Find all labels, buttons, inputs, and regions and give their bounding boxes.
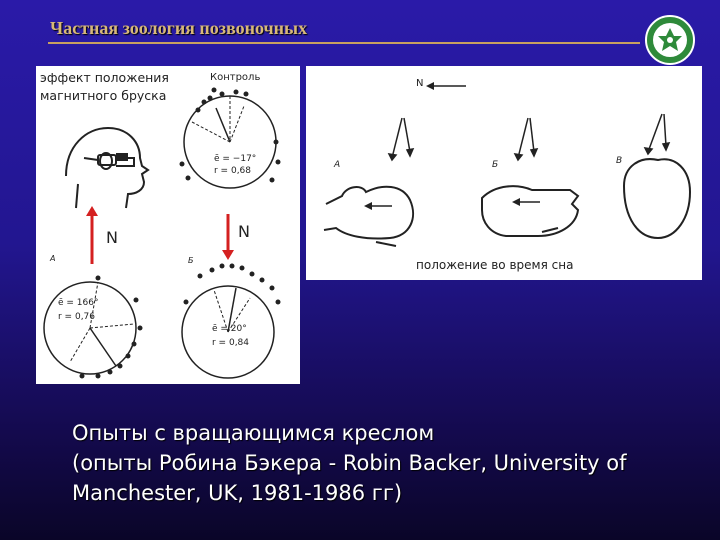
arrow-in-head-a	[364, 202, 392, 210]
caption-line-1: Опыты с вращающимся креслом	[72, 421, 435, 445]
label-v-sleep: В	[616, 156, 623, 166]
a-r: r = 0,76	[58, 312, 96, 322]
magnet-position-figure	[36, 66, 300, 384]
arrow-pair-v	[645, 114, 669, 154]
heading-line-1: эффект положения	[40, 70, 169, 85]
red-arrow-up	[86, 206, 98, 264]
n-label-left: N	[106, 228, 118, 247]
caption-line-3: Manchester, UK, 1981-1986 гг)	[72, 481, 403, 505]
arrow-in-head-b	[512, 198, 540, 206]
b-angle: ē = 20°	[212, 324, 247, 334]
head-lying-b	[482, 186, 578, 236]
a-angle: ē = 166°	[58, 298, 99, 308]
arrow-pair-a	[389, 118, 413, 160]
label-a: А	[50, 254, 56, 263]
caption-line-2: (опыты Робина Бэкера - Robin Backer, University of	[72, 451, 627, 475]
head-profile-drawing	[66, 128, 148, 208]
control-angle: ē = −17°	[214, 154, 257, 164]
head-top-v	[624, 159, 690, 238]
label-b: Б	[188, 256, 194, 265]
arrow-pair-b	[515, 118, 537, 160]
magnet-bar	[116, 153, 128, 161]
title-rule	[48, 42, 640, 44]
north-label: N	[416, 78, 424, 89]
sleep-caption: положение во время сна	[416, 258, 574, 272]
slide-caption	[72, 418, 627, 508]
head-lying-a	[324, 187, 413, 246]
red-arrow-down	[222, 214, 234, 260]
slide-title: Частная зоология позвоночных	[50, 18, 308, 38]
b-r: r = 0,84	[212, 338, 250, 348]
control-r: r = 0,68	[214, 166, 252, 176]
north-arrow	[426, 82, 466, 90]
n-label-right: N	[238, 222, 250, 241]
heading-line-2: магнитного бруска	[40, 88, 167, 103]
circle-b-plot	[182, 264, 281, 379]
institution-logo	[640, 14, 700, 66]
label-b-sleep: Б	[492, 160, 499, 170]
circle-a-plot	[44, 276, 143, 379]
sleep-position-figure	[306, 66, 702, 280]
control-label: Контроль	[210, 72, 261, 83]
label-a-sleep: А	[334, 160, 341, 170]
